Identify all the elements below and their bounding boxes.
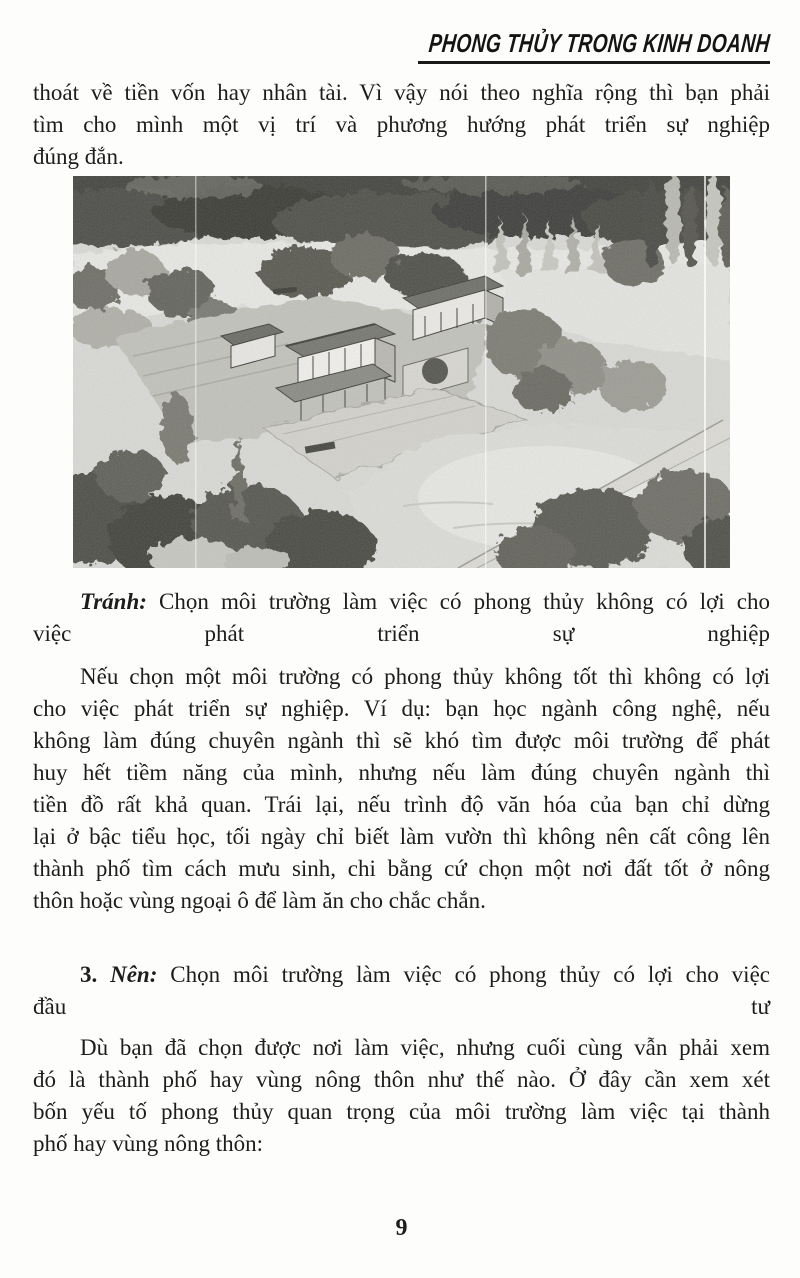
- text-line: Dù bạn đã chọn được nơi làm việc, nhưng cuối cùng vẫn phải xem: [80, 1035, 770, 1060]
- heading-label: Nên:: [110, 962, 158, 987]
- header-rule: [418, 61, 770, 64]
- fengshui-landscape-photo: [73, 176, 730, 568]
- text-line: huy hết tiềm năng của mình, nhưng nếu làm đúng chuyên ngành thì: [33, 760, 770, 785]
- paragraph-should-detail: [33, 1032, 770, 1160]
- figure: [73, 176, 730, 568]
- caption-line-1: [33, 586, 770, 618]
- page-number: 9: [395, 1215, 408, 1241]
- paragraph-avoid-detail: [33, 661, 770, 917]
- heading-line-2: đầu tư: [33, 994, 770, 1019]
- caption-label: Tránh:: [80, 589, 147, 614]
- text-line: thoát về tiền vốn hay nhân tài. Vì vậy nói theo nghĩa rộng thì bạn phải: [33, 80, 770, 105]
- heading-number: 3.: [80, 962, 98, 987]
- figure-caption: [33, 586, 770, 650]
- text-line: thôn hoặc vùng ngoại ô để làm ăn cho chắc chắn.: [33, 888, 486, 913]
- paragraph-intro: [33, 77, 770, 173]
- text-line: đó là thành phố hay vùng nông thôn như thế nào. Ở đây cần xem xét: [33, 1067, 770, 1092]
- text-line: cho việc phát triển sự nghiệp. Ví dụ: bạn học ngành công nghệ, nếu: [33, 696, 770, 721]
- caption-text: Chọn môi trường làm việc có phong thủy không có lợi cho: [146, 589, 770, 614]
- text-line: không làm đúng chuyên ngành thì sẽ khó tìm được môi trường để phát: [33, 728, 770, 753]
- heading-text: Chọn môi trường làm việc có phong thủy có lợi cho việc: [157, 962, 770, 987]
- section-heading: [33, 959, 770, 1023]
- text-line: tìm cho mình một vị trí và phương hướng phát triển sự nghiệp: [33, 112, 770, 137]
- heading-line-1: [33, 959, 770, 991]
- text-line: đúng đắn.: [33, 144, 124, 169]
- text-line: thành phố tìm cách mưu sinh, chi bằng cứ chọn một nơi đất tốt ở nông: [33, 856, 770, 881]
- text-line: lại ở bậc tiểu học, tối ngày chỉ biết làm vườn thì không nên cất công lên: [33, 824, 770, 849]
- page-header: [33, 28, 770, 64]
- running-title: PHONG THỦY TRONG KINH DOANH: [427, 28, 772, 58]
- text-line: phố hay vùng nông thôn:: [33, 1131, 263, 1156]
- text-line: Nếu chọn một môi trường có phong thủy không tốt thì không có lợi: [80, 664, 770, 689]
- text-line: bốn yếu tố phong thủy quan trọng của môi trường làm việc tại thành: [33, 1099, 770, 1124]
- text-line: tiền đồ rất khả quan. Trái lại, nếu trình độ văn hóa của bạn chỉ dừng: [33, 792, 770, 817]
- caption-line-2: việc phát triển sự nghiệp: [33, 621, 770, 646]
